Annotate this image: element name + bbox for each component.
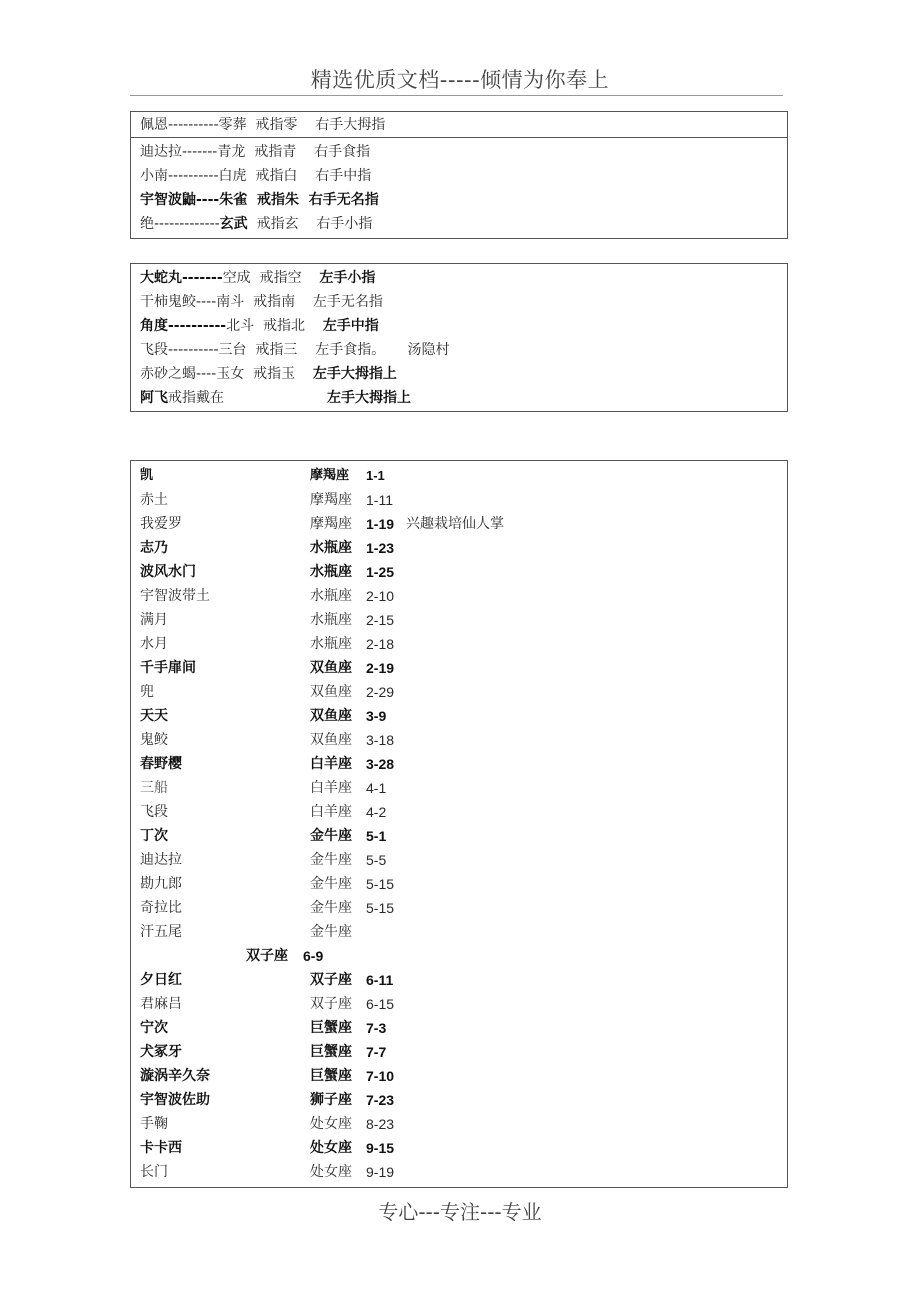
- birth-date: 1-25: [366, 564, 395, 580]
- character-name: 三船: [140, 780, 168, 796]
- birth-date: 3-18: [366, 732, 395, 748]
- birthday-row: [131, 1112, 787, 1136]
- zodiac-sign: 白羊座: [310, 780, 352, 796]
- ring-finger: 左手大拇指上: [327, 390, 411, 406]
- birthday-row: [131, 1064, 787, 1088]
- birthday-row: [131, 536, 787, 560]
- zodiac-sign: 金牛座: [310, 876, 352, 892]
- birthday-row: [131, 656, 787, 680]
- birthday-row: [131, 1160, 787, 1184]
- birth-date: 6-11: [366, 972, 394, 988]
- birthday-row: [131, 1040, 787, 1064]
- character-name: 迪达拉: [140, 852, 182, 868]
- birth-date: 5-1: [366, 828, 387, 844]
- birth-date: 3-9: [366, 708, 387, 724]
- character-name: 卡卡西: [140, 1140, 182, 1156]
- zodiac-sign: 处女座: [310, 1116, 352, 1132]
- zodiac-sign: 双鱼座: [310, 708, 352, 724]
- header-divider: [130, 95, 783, 96]
- birthday-row: [131, 800, 787, 824]
- birth-date: 5-15: [366, 876, 395, 892]
- birth-date: 6-9: [303, 948, 324, 964]
- character-name: 凯: [140, 468, 154, 483]
- birth-date: 1-23: [366, 540, 395, 556]
- character-name: 手鞠: [140, 1116, 168, 1132]
- birthday-row: [131, 992, 787, 1016]
- ring-detail: 北斗 戒指北: [226, 318, 323, 334]
- character-name: 长门: [140, 1164, 168, 1180]
- ring-name: 玄武: [219, 216, 248, 232]
- character-name: 天天: [140, 708, 168, 724]
- character-name: 丁次: [140, 828, 168, 844]
- page-header: 精选优质文档-----倾情为你奉上: [310, 68, 610, 92]
- zodiac-sign: 摩羯座: [310, 516, 352, 532]
- birthday-row: [131, 776, 787, 800]
- ring-detail: 空成 戒指空: [222, 270, 320, 286]
- zodiac-sign: 金牛座: [310, 924, 352, 940]
- birthday-row: [131, 560, 787, 584]
- ring-member: 绝-------------: [140, 216, 220, 232]
- zodiac-sign: 白羊座: [310, 804, 352, 820]
- character-name: 宇智波带土: [140, 588, 210, 604]
- character-name: 鬼鲛: [140, 732, 168, 748]
- character-name: 千手扉间: [140, 660, 196, 676]
- character-name: 志乃: [140, 540, 168, 556]
- birthday-row: [131, 824, 787, 848]
- ring-row: [131, 212, 787, 236]
- birth-date: 2-10: [366, 588, 395, 604]
- character-name: 君麻吕: [140, 996, 182, 1012]
- birthday-row: [131, 1088, 787, 1112]
- zodiac-sign: 双鱼座: [310, 732, 352, 748]
- birthday-row: [131, 728, 787, 752]
- birth-date: 1-19: [366, 516, 395, 532]
- zodiac-sign: 处女座: [310, 1140, 352, 1156]
- character-name: 水月: [140, 636, 168, 652]
- zodiac-sign: 摩羯座: [310, 468, 350, 483]
- birth-date: 4-2: [366, 804, 387, 820]
- page-footer: 专心---专注---专业: [378, 1200, 542, 1224]
- birth-date: 8-23: [366, 1116, 395, 1132]
- birthday-row: [131, 512, 787, 536]
- ring-row-pain: 佩恩----------零葬 戒指零 右手大拇指: [140, 117, 386, 133]
- zodiac-sign: 水瓶座: [310, 564, 352, 580]
- birth-date: 3-28: [366, 756, 395, 772]
- zodiac-sign: 巨蟹座: [310, 1068, 352, 1084]
- zodiac-sign: 狮子座: [310, 1092, 352, 1108]
- zodiac-sign: 水瓶座: [310, 588, 352, 604]
- birth-date: 5-5: [366, 852, 387, 868]
- character-name: 飞段: [140, 804, 168, 820]
- birth-date: 1-1: [366, 468, 385, 483]
- ring-finger: 左手小指: [319, 270, 376, 286]
- birthday-row: [131, 1136, 787, 1160]
- birthday-row: [131, 488, 787, 512]
- ring-row: [131, 314, 787, 338]
- character-name: 兜: [140, 684, 154, 700]
- birthday-row: [131, 584, 787, 608]
- birthday-row: [131, 1016, 787, 1040]
- zodiac-sign: 白羊座: [310, 756, 352, 772]
- ring-row: 迪达拉-------青龙 戒指青 右手食指: [140, 144, 371, 160]
- birth-date: 7-3: [366, 1020, 387, 1036]
- birth-date: 9-19: [366, 1164, 395, 1180]
- ring-row: 飞段----------三台 戒指三 左手食指。 汤隐村: [140, 342, 450, 358]
- birth-date: 4-1: [366, 780, 387, 796]
- zodiac-sign: 巨蟹座: [310, 1020, 352, 1036]
- ring-row: [131, 266, 787, 290]
- character-name: 夕日红: [140, 972, 182, 988]
- ring-row: [131, 362, 787, 386]
- character-name: 宁次: [140, 1020, 168, 1036]
- birthday-row: [131, 944, 787, 968]
- ring-finger: 左手大拇指上: [312, 366, 397, 382]
- zodiac-sign: 双子座: [310, 972, 352, 988]
- birthday-row: [131, 752, 787, 776]
- zodiac-sign: 双子座: [310, 996, 352, 1012]
- ring-detail: 戒指玄 右手小指: [247, 216, 373, 232]
- zodiac-sign: 水瓶座: [310, 540, 352, 556]
- right-hand-rings-table: [130, 111, 788, 239]
- birthday-row: [131, 704, 787, 728]
- ring-detail: 赤砂之蝎----玉女 戒指玉: [140, 366, 313, 382]
- ring-row: 小南----------白虎 戒指白 右手中指: [140, 168, 372, 184]
- character-name: 满月: [140, 612, 168, 628]
- zodiac-sign: 金牛座: [310, 852, 352, 868]
- character-name: 波风水门: [140, 564, 196, 580]
- birthday-table: [130, 460, 788, 1188]
- zodiac-sign: 巨蟹座: [310, 1044, 352, 1060]
- zodiac-sign: 水瓶座: [310, 636, 352, 652]
- ring-member: 角度----------: [140, 318, 227, 334]
- birthday-row: [131, 920, 787, 944]
- left-hand-rings-table: [130, 263, 788, 412]
- birthday-row: [131, 680, 787, 704]
- zodiac-sign: 金牛座: [310, 828, 352, 844]
- character-name: 赤土: [140, 492, 168, 508]
- birth-date: 2-19: [366, 660, 395, 676]
- birth-date: 9-15: [366, 1140, 395, 1156]
- ring-member: 大蛇丸-------: [140, 270, 223, 286]
- birth-date: 2-18: [366, 636, 395, 652]
- zodiac-sign: 水瓶座: [310, 612, 352, 628]
- zodiac-sign: 双子座: [246, 948, 288, 964]
- birthday-row: [131, 968, 787, 992]
- table-divider: [131, 137, 787, 138]
- character-name: 奇拉比: [140, 900, 182, 916]
- ring-row: 宇智波鼬----朱雀 戒指朱 右手无名指: [140, 192, 379, 208]
- birth-date: 6-15: [366, 996, 395, 1012]
- birthday-row: [131, 896, 787, 920]
- ring-row: 干柿鬼鲛----南斗 戒指南 左手无名指: [140, 294, 383, 310]
- birth-date: 5-15: [366, 900, 395, 916]
- birthday-row: [131, 608, 787, 632]
- character-name: 勘九郎: [140, 876, 182, 892]
- character-name: 犬冢牙: [140, 1044, 182, 1060]
- birthday-row: [131, 632, 787, 656]
- birth-date: 7-7: [366, 1044, 387, 1060]
- zodiac-sign: 金牛座: [310, 900, 352, 916]
- character-name: 漩涡辛久奈: [140, 1068, 210, 1084]
- birthday-row: [131, 848, 787, 872]
- birthday-row: [131, 464, 787, 488]
- birth-date: 7-10: [366, 1068, 395, 1084]
- ring-row: [131, 386, 787, 410]
- birth-date: 2-15: [366, 612, 395, 628]
- zodiac-sign: 处女座: [310, 1164, 352, 1180]
- ring-member: 阿飞: [140, 390, 168, 406]
- character-name: 汗五尾: [140, 924, 182, 940]
- birthday-row: [131, 872, 787, 896]
- zodiac-sign: 双鱼座: [310, 660, 352, 676]
- note: 兴趣栽培仙人掌: [406, 516, 504, 532]
- birth-date: 1-11: [366, 492, 393, 508]
- birth-date: 7-23: [366, 1092, 395, 1108]
- zodiac-sign: 摩羯座: [310, 492, 352, 508]
- character-name: 宇智波佐助: [140, 1092, 210, 1108]
- zodiac-sign: 双鱼座: [310, 684, 352, 700]
- birth-date: 2-29: [366, 684, 395, 700]
- character-name: 我爱罗: [140, 516, 182, 532]
- character-name: 春野樱: [140, 756, 182, 772]
- ring-detail: 戒指戴在: [168, 390, 224, 406]
- ring-finger: 左手中指: [322, 318, 379, 334]
